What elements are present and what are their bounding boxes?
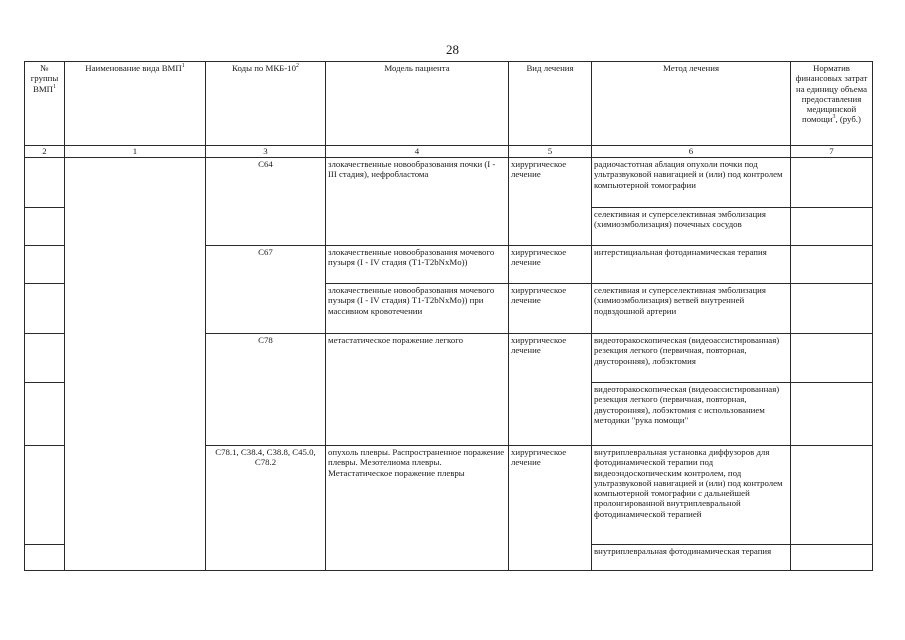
treatment-type-cell: хирургическое лечение — [509, 158, 592, 246]
icd-code-cell: C78 — [206, 334, 326, 446]
column-number: 1 — [65, 146, 206, 158]
column-number: 7 — [791, 146, 873, 158]
norm-cell — [791, 446, 873, 545]
vmp-name-cell — [65, 158, 206, 571]
norm-cell — [791, 545, 873, 571]
norm-cell — [791, 383, 873, 446]
header-group: № группы ВМП$^1$ — [25, 62, 65, 146]
group-cell — [25, 545, 65, 571]
icd-code-cell: C64 — [206, 158, 326, 246]
norm-cell — [791, 284, 873, 334]
column-number: 4 — [326, 146, 509, 158]
treatment-type-cell: хирургическое лечение — [509, 284, 592, 334]
header-name: Наименование вида ВМП$^1$ — [65, 62, 206, 146]
column-number: 3 — [206, 146, 326, 158]
treatment-type-cell: хирургическое лечение — [509, 246, 592, 284]
treatment-method-cell: радиочастотная аблация опухоли почки под ультразвуковой навигацией и (или) под контролем компьютерной томографии — [592, 158, 791, 208]
table-row — [25, 158, 873, 208]
treatment-method-cell: внутриплевральная фотодинамическая терапия — [592, 545, 791, 571]
treatment-method-cell: селективная и суперселективная эмболизация (химиоэмболизация) ветвей внутренней подвздошной артерии — [592, 284, 791, 334]
patient-model-cell: опухоль плевры. Распространенное поражение плевры. Мезотелиома плевры. Метастатическое поражение плевры — [326, 446, 509, 571]
group-cell — [25, 158, 65, 208]
norm-cell — [791, 208, 873, 246]
header-norm: Норматив финансовых затрат на единицу объема предоставления медицинской помощи$^3$, (руб.) — [791, 62, 873, 146]
patient-model-cell: злокачественные новообразования почки (I - III стадия), нефробластома — [326, 158, 509, 246]
icd-code-cell: C78.1, C38.4, C38.8, C45.0, C78.2 — [206, 446, 326, 571]
group-cell — [25, 284, 65, 334]
treatment-type-cell: хирургическое лечение — [509, 334, 592, 446]
group-cell — [25, 208, 65, 246]
treatment-type-cell: хирургическое лечение — [509, 446, 592, 571]
treatment-method-cell: видеоторакоскопическая (видеоассистированная) резекция легкого (первичная, повторная, двусторонняя), лобэктомия с использованием методики "рука помощи" — [592, 383, 791, 446]
column-number: 6 — [592, 146, 791, 158]
vmp-table — [24, 61, 873, 571]
column-number-row — [25, 146, 873, 158]
icd-code-cell: C67 — [206, 246, 326, 334]
column-number: 2 — [25, 146, 65, 158]
group-cell — [25, 446, 65, 545]
page-number: 28 — [446, 42, 459, 57]
norm-cell — [791, 246, 873, 284]
treatment-method-cell: селективная и суперселективная эмболизация (химиоэмболизация) почечных сосудов — [592, 208, 791, 246]
treatment-method-cell: внутриплевральная установка диффузоров для фотодинамической терапии под видеоэндоскопическим контролем, под ультразвуковой навигацией и (или) под контролем компьютерной томографии с дальнейшей пролонгированной внутриплевральной фотодинамической терапией — [592, 446, 791, 545]
patient-model-cell: злокачественные новообразования мочевого пузыря (I - IV стадия) T1-T2bNxMo)) при массивном кровотечении — [326, 284, 509, 334]
header-model: Модель пациента — [326, 62, 509, 146]
patient-model-cell: злокачественные новообразования мочевого пузыря (I - IV стадия (T1-T2bNxMo)) — [326, 246, 509, 284]
column-number: 5 — [509, 146, 592, 158]
group-cell — [25, 383, 65, 446]
group-cell — [25, 246, 65, 284]
norm-cell — [791, 334, 873, 383]
header-codes: Коды по МКБ-$10^2$ — [206, 62, 326, 146]
patient-model-cell: метастатическое поражение легкого — [326, 334, 509, 446]
treatment-method-cell: видеоторакоскопическая (видеоассистированная) резекция легкого (первичная, повторная, двусторонняя), лобэктомия — [592, 334, 791, 383]
group-cell — [25, 334, 65, 383]
norm-cell — [791, 158, 873, 208]
header-treatment-type: Вид лечения — [509, 62, 592, 146]
table-header-row — [25, 62, 873, 146]
treatment-method-cell: интерстициальная фотодинамическая терапия — [592, 246, 791, 284]
header-method: Метод лечения — [592, 62, 791, 146]
